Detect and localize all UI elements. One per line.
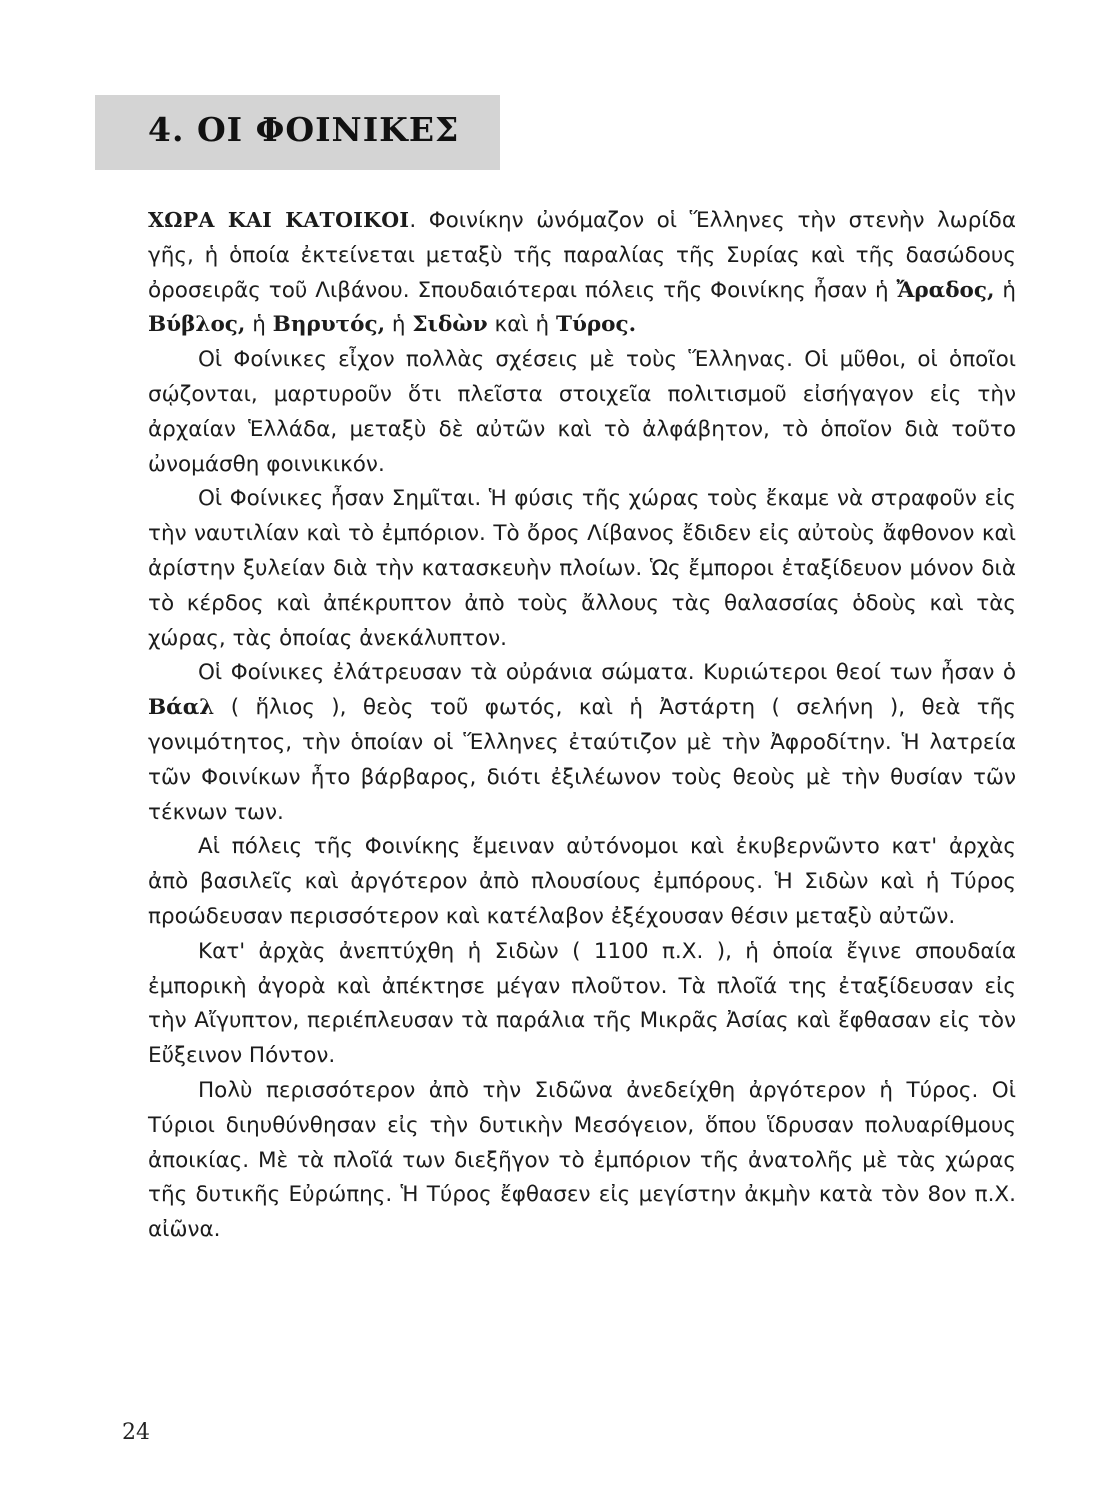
text-run: καὶ ἡ: [487, 312, 556, 338]
paragraph-sidon: Κατ' ἀρχὰς ἀνεπτύχθη ἡ Σιδὼν ( 1100 π.Χ. ), ἡ ὁποία ἔγινε σπουδαία ἐμπορικὴ ἀγορὰ καὶ ἀπέκτησε μέγαν πλοῦτον. Τὰ πλοῖά της ἐταξίδευσαν εἰς τὴν Αἴγυπτον, περιέπλευσαν τὰ παράλια τῆς Μικρᾶς Ἀσίας καὶ ἔφθασαν εἰς τὸν Εὔξεινον Πόντον.: [148, 938, 1016, 1069]
paragraph-relations-with-greeks: Οἱ Φοίνικες εἶχον πολλὰς σχέσεις μὲ τοὺς Ἕλληνας. Οἱ μῦθοι, οἱ ὁποῖοι σῴζονται, μαρτυροῦν ὅτι πλεῖστα στοιχεῖα πολιτισμοῦ εἰσήγαγον εἰς τὴν ἀρχαίαν Ἑλλάδα, μεταξὺ δὲ αὐτῶν καὶ τὸ ἀλφάβητον, τὸ ὁποῖον διὰ τοῦτο ὠνομάσθη φοινικικόν.: [148, 347, 1016, 477]
text-run: Οἱ Φοίνικες ἐλάτρευσαν τὰ οὐράνια σώματα. Κυριώτεροι θεοί των ἦσαν ὁ: [198, 660, 1016, 686]
paragraph-religion: [148, 656, 1016, 830]
chapter-title: 4. ΟΙ ΦΟΙΝΙΚΕΣ: [148, 110, 460, 149]
paragraph-country-and-inhabitants: [148, 203, 1016, 343]
god-baal: Βάαλ: [148, 695, 215, 721]
paragraph-semites-and-trade: Οἱ Φοίνικες ἦσαν Σημῖται. Ἡ φύσις τῆς χώρας τοὺς ἔκαμε νὰ στραφοῦν εἰς τὴν ναυτιλίαν καὶ τὸ ἐμπόριον. Τὸ ὄρος Λίβανος ἔδιδεν εἰς αὐτοὺς ἄφθονον καὶ ἀρίστην ξυλείαν διὰ τὴν κατασκευὴν πλοίων. Ὡς ἔμποροι ἐταξίδευον μόνον διὰ τὸ κέρδος καὶ ἀπέκρυπτον ἀπὸ τοὺς ἄλλους τὰς θαλασσίας ὁδοὺς καὶ τὰς χώρας, τὰς ὁποίας ἀνεκάλυπτον.: [148, 486, 1016, 651]
city-byblos: Βύβλος,: [148, 312, 246, 338]
paragraph-tyre: Πολὺ περισσότερον ἀπὸ τὴν Σιδῶνα ἀνεδείχθη ἀργότερον ἡ Τύρος. Οἱ Τύριοι διηυθύνθησαν εἰς τὴν δυτικὴν Μεσόγειον, ὅπου ἵδρυσαν πολυαρίθμους ἀποικίας. Μὲ τὰ πλοῖά των διεξῆγον τὸ ἐμπόριον τῆς ἀνατολῆς μὲ τὰς χώρας τῆς δυτικῆς Εὐρώπης. Ἡ Τύρος ἔφθασεν εἰς μεγίστην ἀκμὴν κατὰ τὸν 8ον π.Χ. αἰῶνα.: [148, 1077, 1016, 1243]
paragraph-government: Αἱ πόλεις τῆς Φοινίκης ἔμειναν αὐτόνομοι καὶ ἐκυβερνῶντο κατ' ἀρχὰς ἀπὸ βασιλεῖς καὶ ἀργότερον ἀπὸ πλουσίους ἐμπόρους. Ἡ Σιδὼν καὶ ἡ Τύρος προώδευσαν περισσότερον καὶ κατέλαβον ἐξέχουσαν θέσιν μεταξὺ αὐτῶν.: [148, 834, 1016, 929]
section-heading: ΧΩΡΑ ΚΑΙ ΚΑΤΟΙΚΟΙ: [148, 208, 410, 232]
text-run: . Φοινίκην ὠνόμαζον οἱ Ἕλληνες τὴν στενὴν λωρίδα γῆς, ἡ ὁποία ἐκτείνεται μεταξὺ τῆς παραλίας τῆς Συρίας καὶ τῆς δασώδους ὀροσειρᾶς τοῦ Λιβάνου. Σπουδαιότεραι πόλεις τῆς Φοινίκης ἦσαν ἡ: [148, 208, 1016, 303]
city-sidon: Σιδὼν: [412, 312, 488, 338]
text-run: ἡ: [245, 312, 273, 338]
text-body: [148, 203, 1016, 1248]
city-berytus: Βηρυτός,: [272, 312, 386, 338]
city-arados: Ἄραδος,: [896, 277, 995, 303]
page-number: 24: [122, 1420, 150, 1445]
text-run: ἡ: [994, 277, 1016, 303]
city-tyre: Τύρος.: [555, 312, 637, 338]
text-run: ἡ: [385, 312, 413, 338]
text-run: ( ἥλιος ), θεὸς τοῦ φωτός, καὶ ἡ Ἀστάρτη ( σελήνη ), θεὰ τῆς γονιμότητος, τὴν ὁποίαν οἱ Ἕλληνες ἐταύτιζον μὲ τὴν Ἀφροδίτην. Ἡ λατρεία τῶν Φοινίκων ἦτο βάρβαρος, διότι ἐξιλέωνον τοὺς θεοὺς μὲ τὴν θυσίαν τῶν τέκνων των.: [148, 695, 1016, 825]
